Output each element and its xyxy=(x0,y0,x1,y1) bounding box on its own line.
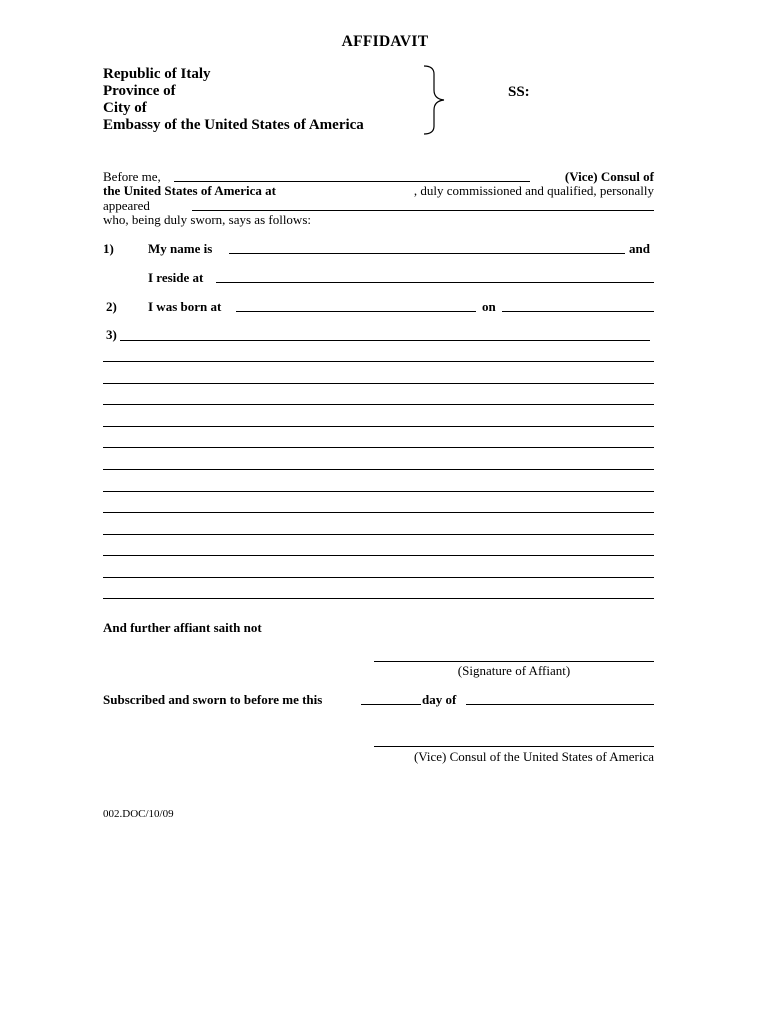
jurisdiction-embassy: Embassy of the United States of America xyxy=(103,117,364,133)
statement-line[interactable] xyxy=(103,598,654,599)
statement-line[interactable] xyxy=(103,534,654,535)
born-label: I was born at xyxy=(148,299,222,314)
statement-line[interactable] xyxy=(103,469,654,470)
birthplace-line[interactable] xyxy=(236,311,476,312)
month-year-line[interactable] xyxy=(466,704,654,705)
further-affiant-text: And further affiant saith not xyxy=(103,620,262,635)
statement-line[interactable] xyxy=(103,555,654,556)
reside-line[interactable] xyxy=(216,282,654,283)
affiant-signature-line[interactable] xyxy=(374,661,654,662)
consul-signature-caption: (Vice) Consul of the United States of America xyxy=(413,749,654,764)
us-at-text: the United States of America at xyxy=(103,183,276,198)
signature-caption: (Signature of Affiant) xyxy=(457,663,571,678)
statement-line[interactable] xyxy=(103,491,654,492)
curly-brace-icon xyxy=(420,64,456,136)
jurisdiction-city: City of xyxy=(103,100,147,116)
ss-label: SS: xyxy=(508,84,530,100)
jurisdiction-country: Republic of Italy xyxy=(103,66,211,82)
item-2-number: 2) xyxy=(106,299,117,314)
birthdate-line[interactable] xyxy=(502,311,654,312)
name-line[interactable] xyxy=(229,253,625,254)
subscribed-text: Subscribed and sworn to before me this xyxy=(103,692,323,707)
on-label: on xyxy=(482,299,496,314)
day-of-label: day of xyxy=(422,692,457,707)
sworn-text: who, being duly sworn, says as follows: xyxy=(103,212,311,227)
appeared-text: appeared xyxy=(103,198,150,213)
appeared-name-line[interactable] xyxy=(192,210,654,211)
day-number-line[interactable] xyxy=(361,704,421,705)
item-3-number: 3) xyxy=(106,327,117,342)
statement-line[interactable] xyxy=(103,404,654,405)
consul-label: (Vice) Consul of xyxy=(564,169,654,184)
jurisdiction-province: Province of xyxy=(103,83,176,99)
and-label: and xyxy=(629,241,650,256)
document-code: 002.DOC/10/09 xyxy=(103,808,174,820)
commissioned-text: , duly commissioned and qualified, personally xyxy=(413,183,654,198)
document-title: AFFIDAVIT xyxy=(341,33,429,50)
consul-signature-line[interactable] xyxy=(374,746,654,747)
statement-line[interactable] xyxy=(103,577,654,578)
statement-line[interactable] xyxy=(103,447,654,448)
reside-label: I reside at xyxy=(148,270,204,285)
item-1-number: 1) xyxy=(103,241,114,256)
statement-first-line[interactable] xyxy=(120,340,650,341)
statement-line[interactable] xyxy=(103,361,654,362)
before-me-text: Before me, xyxy=(103,169,161,184)
statement-line[interactable] xyxy=(103,512,654,513)
name-label: My name is xyxy=(148,241,213,256)
statement-line[interactable] xyxy=(103,383,654,384)
consul-name-line[interactable] xyxy=(174,181,530,182)
statement-line[interactable] xyxy=(103,426,654,427)
